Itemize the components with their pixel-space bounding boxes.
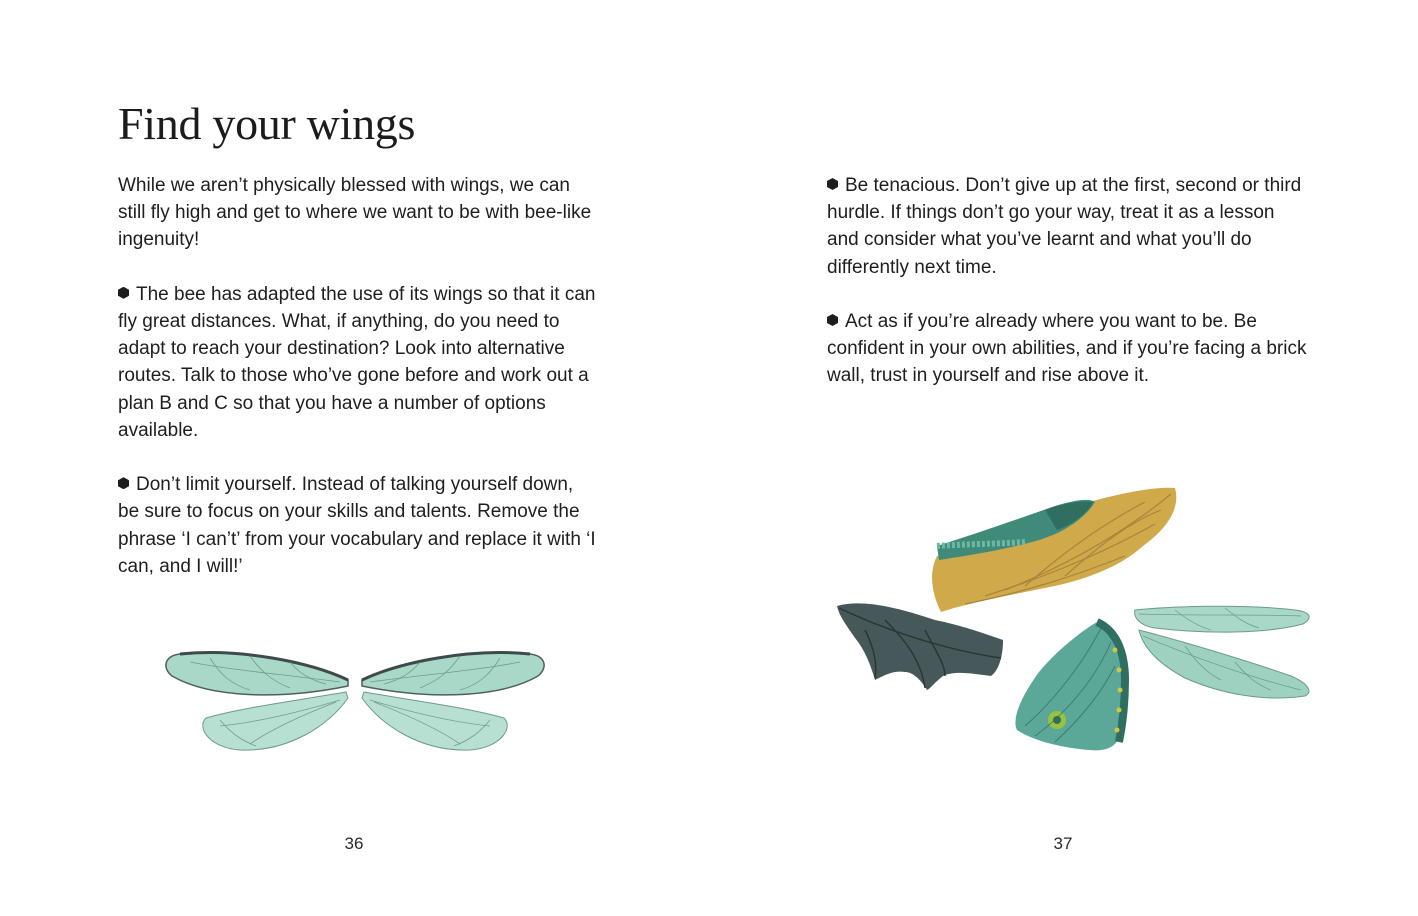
bullet-paragraph: [827, 172, 1307, 281]
hexagon-bullet-icon: [827, 314, 838, 326]
hexagon-bullet-icon: [827, 178, 838, 190]
hexagon-bullet-icon: [118, 287, 129, 299]
bullet-text: Don’t limit yourself. Instead of talking yourself down, be sure to focus on your skills and talents. Remove the phrase ‘I can’t’ from your vocabulary and replace it with ‘I can, and I will!’: [118, 474, 596, 577]
bird-wing-icon: [932, 488, 1176, 612]
bullet-paragraph: [827, 308, 1307, 390]
dragonfly-wing-icon: [1135, 606, 1309, 698]
intro-paragraph: While we aren’t physically blessed with wings, we can still fly high and get to where we want to be with bee-like ingenuity!: [118, 175, 592, 251]
bullet-text: The bee has adapted the use of its wings so that it can fly great distances. What, if anything, do you need to adapt to reach your destination? Look into alternative routes. Talk to those who’ve gone before and work out a plan B and C so that you have a number of options available.: [118, 283, 596, 441]
bullet-paragraph: [118, 281, 598, 444]
bullet-paragraph: [118, 471, 598, 580]
bullet-text: Be tenacious. Don’t give up at the first, second or third hurdle. If things don’t go your way, treat it as a lesson and consider what you’ve learnt and what you’ll do differently next time.: [827, 175, 1302, 278]
page-title: Find your wings: [118, 98, 416, 149]
right-page: [709, 0, 1418, 916]
butterfly-wing-icon: [1015, 622, 1125, 750]
right-wing-pair: [362, 653, 544, 751]
left-body-text: [118, 172, 598, 607]
wings-collection-illustration: [825, 480, 1315, 760]
right-body-text: [827, 172, 1307, 417]
page-number: 36: [344, 834, 364, 853]
hexagon-bullet-icon: [118, 477, 129, 489]
page-number: 37: [1053, 834, 1073, 853]
left-wing-pair: [166, 653, 348, 751]
insect-wings-icon: [160, 640, 550, 760]
bat-wing-icon: [837, 603, 1003, 690]
bullet-text: Act as if you’re already where you want to be. Be confident in your own abilities, and if you’re facing a brick wall, trust in yourself and rise above it.: [827, 311, 1307, 387]
